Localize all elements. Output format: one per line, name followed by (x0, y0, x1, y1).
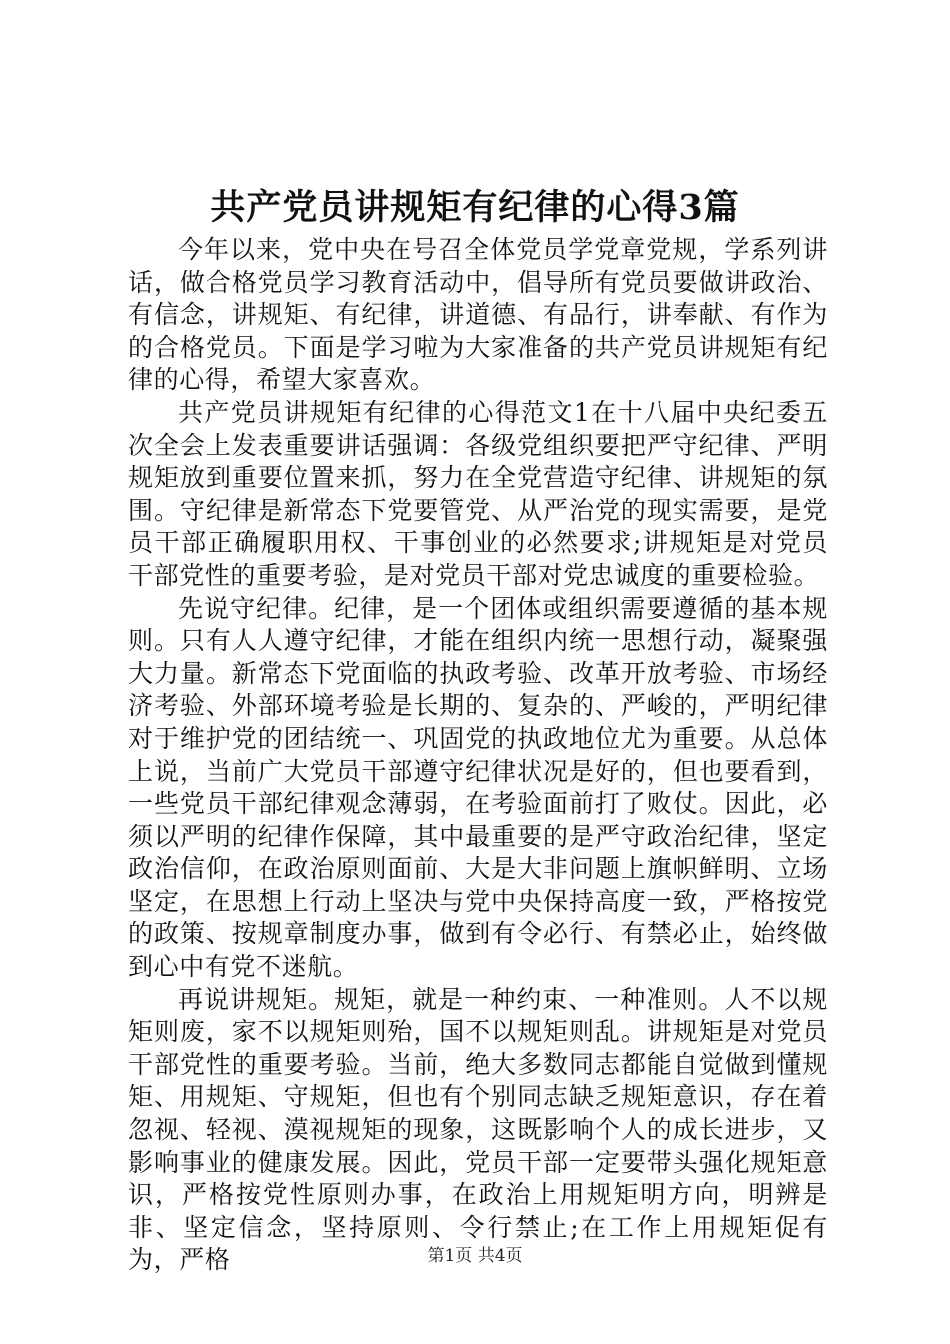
page-footer: 第1页 共4页 (427, 1246, 523, 1266)
document-title: 共产党员讲规矩有纪律的心得3篇 (210, 187, 740, 228)
paragraph-discipline: 先说守纪律。纪律，是一个团体或组织需要遵循的基本规则。只有人人遵守纪律，才能在组织内统一思想行动，凝聚强大力量。新常态下党面临的执政考验、改革开放考验、市场经济考验、外部环境考验是长期的、复杂的、严峻的，严明纪律对于维护党的团结统一、巩固党的执政地位尤为重要。从总体上说，当前广大党员干部遵守纪律状况是好的，但也要看到，一些党员干部纪律观念薄弱，在考验面前打了败仗。因此，必须以严明的纪律作保障，其中最重要的是严守政治纪律，坚定政治信仰，在政治原则面前、大是大非问题上旗帜鲜明、立场坚定，在思想上行动上坚决与党中央保持高度一致，严格按党的政策、按规章制度办事，做到有令必行、有禁必止，始终做到心中有党不迷航。 (128, 593, 828, 982)
paragraph-essay-1: 共产党员讲规矩有纪律的心得范文1在十八届中央纪委五次全会上发表重要讲话强调：各级党组织要把严守纪律、严明规矩放到重要位置来抓，努力在全党营造守纪律、讲规矩的氛围。守纪律是新常态下党要管党、从严治党的现实需要，是党员干部正确履职用权、干事创业的必然要求;讲规矩是对党员干部党性的重要考验，是对党员干部对党忠诚度的重要检验。 (128, 397, 828, 590)
paragraph-rules: 再说讲规矩。规矩，就是一种约束、一种准则。人不以规矩则废，家不以规矩则殆，国不以规矩则乱。讲规矩是对党员干部党性的重要考验。当前，绝大多数同志都能自觉做到懂规矩、用规矩、守规矩，但也有个别同志缺乏规矩意识，存在着忽视、轻视、漠视规矩的现象，这既影响个人的成长进步，又影响事业的健康发展。因此，党员干部一定要带头强化规矩意识，严格按党性原则办事，在政治上用规矩明方向，明辨是非、坚定信念，坚持原则、令行禁止;在工作上用规矩促有为，严格 (128, 984, 828, 1275)
paragraph-intro: 今年以来，党中央在号召全体党员学党章党规，学系列讲话，做合格党员学习教育活动中，倡导所有党员要做讲政治、有信念，讲规矩、有纪律，讲道德、有品行，讲奉献、有作为的合格党员。下面是学习啦为大家准备的共产党员讲规矩有纪律的心得，希望大家喜欢。 (128, 235, 828, 395)
document-body (128, 234, 828, 1277)
